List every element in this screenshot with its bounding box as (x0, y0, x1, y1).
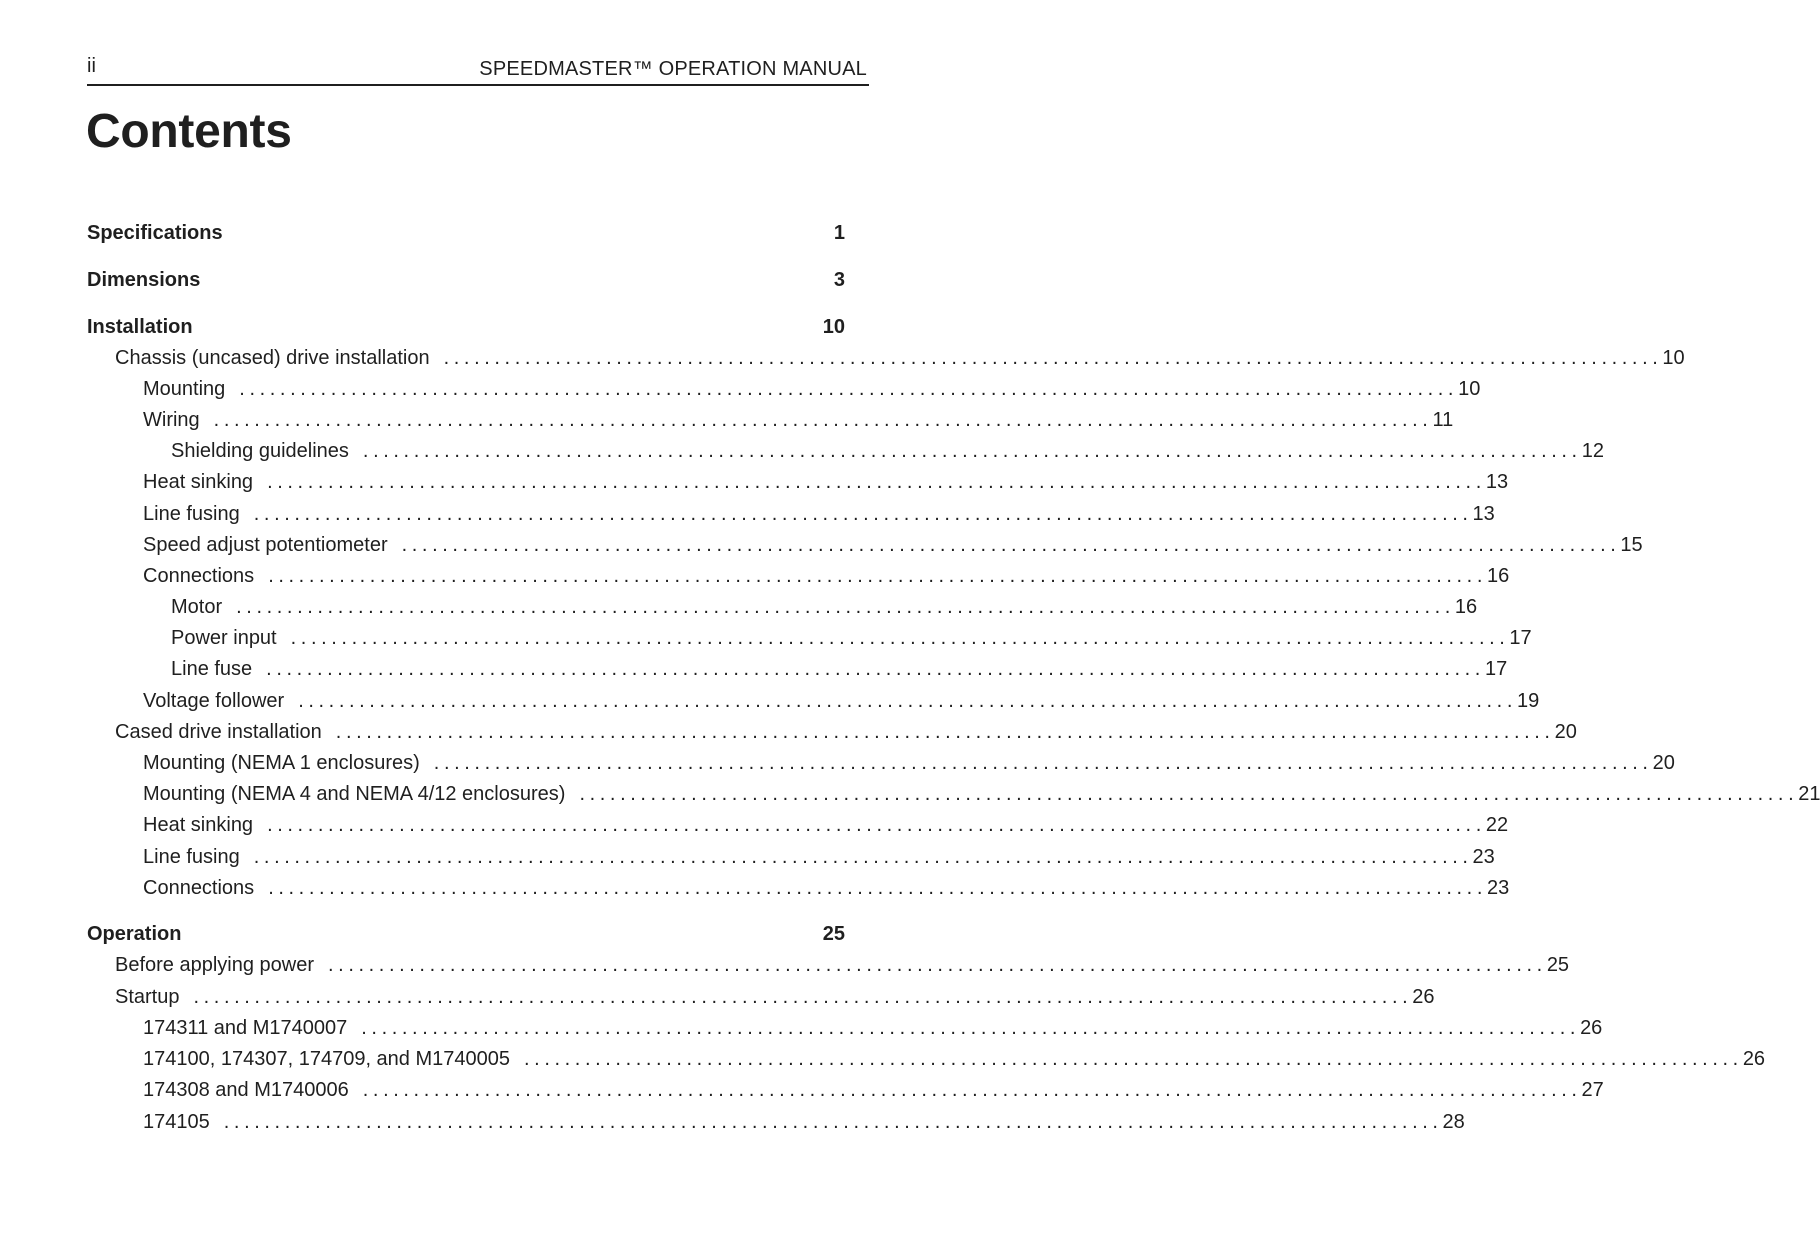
toc-entry[interactable] (171, 440, 1604, 468)
toc-entry[interactable] (143, 534, 1643, 562)
toc-entry-label: 174308 and M1740006 (143, 1079, 349, 1101)
dot-leader: ........................................................................................................................ (267, 814, 1486, 836)
toc-entry-page: 15 (1620, 534, 1643, 556)
toc-entry-page: 10 (822, 316, 845, 338)
toc-entry-label: Line fuse (171, 658, 253, 680)
toc-entry-page: 17 (1484, 658, 1508, 680)
dot-leader: ........................................................................................................................ (267, 471, 1486, 493)
dot-leader: ........................................................................................................................ (223, 1111, 1443, 1133)
toc-entry-page: 25 (1546, 954, 1570, 976)
toc-entry-page: 17 (1509, 627, 1532, 649)
toc-entry[interactable] (143, 877, 1510, 905)
dot-leader: ........................................................................................................................ (253, 503, 1473, 525)
toc-entry-label: Before applying power (115, 954, 315, 976)
toc-entry-label: Dimensions (87, 269, 201, 291)
toc-entry[interactable] (143, 409, 1454, 437)
dot-leader: ........................................................................................................................ (362, 440, 1582, 462)
toc-entry-page: 23 (1486, 877, 1510, 899)
toc-entry[interactable] (115, 347, 1685, 375)
toc-entry-label: Heat sinking (143, 814, 254, 836)
toc-entry-page: 3 (833, 269, 845, 291)
toc-entry-label: Voltage follower (143, 690, 285, 712)
toc-entry-page: 13 (1472, 503, 1495, 525)
toc-entry[interactable] (143, 814, 1509, 842)
page-number: ii (87, 55, 96, 77)
toc-entry[interactable] (87, 269, 845, 297)
dot-leader: ........................................................................................................................ (239, 378, 1459, 400)
toc-entry[interactable] (171, 658, 1508, 686)
toc-entry-page: 28 (1442, 1111, 1465, 1133)
toc-entry-label: Cased drive installation (115, 721, 322, 743)
toc-entry[interactable] (143, 846, 1495, 874)
toc-entry-page: 20 (1652, 752, 1675, 774)
dot-leader: ........................................................................................................................ (213, 409, 1433, 431)
toc-entry[interactable] (87, 222, 845, 250)
toc-entry-page: 13 (1485, 471, 1509, 493)
toc-entry[interactable] (143, 378, 1481, 406)
toc-entry-label: Specifications (87, 222, 223, 244)
toc-entry-page: 11 (1432, 409, 1454, 431)
toc-entry-label: Mounting (NEMA 1 enclosures) (143, 752, 420, 774)
toc-entry[interactable] (143, 1017, 1603, 1045)
dot-leader: ........................................................................................................................ (236, 596, 1455, 618)
toc-entry[interactable] (143, 1111, 1465, 1139)
dot-leader: ........................................................................................................................ (443, 347, 1663, 369)
toc-entry-label: Connections (143, 877, 255, 899)
running-title: SPEEDMASTER™ OPERATION MANUAL (479, 58, 867, 80)
toc-entry[interactable] (143, 1048, 1766, 1076)
toc-entry-label: Power input (171, 627, 277, 649)
toc-entry[interactable] (171, 596, 1478, 624)
toc-entry-label: Shielding guidelines (171, 440, 349, 462)
dot-leader: ........................................................................................................................ (268, 565, 1487, 587)
dot-leader: ........................................................................................................................ (253, 846, 1473, 868)
toc-entry-page: 10 (1458, 378, 1481, 400)
toc-entry-label: Heat sinking (143, 471, 254, 493)
toc-entry[interactable] (87, 316, 845, 344)
toc-entry-label: Line fusing (143, 503, 240, 525)
dot-leader: ........................................................................................................................ (361, 1017, 1581, 1039)
toc-entry[interactable] (115, 986, 1435, 1014)
dot-leader: ........................................................................................................................ (298, 690, 1517, 712)
toc-entry-label: Mounting (143, 378, 226, 400)
dot-leader: ........................................................................................................................ (268, 877, 1487, 899)
toc-entry-label: Speed adjust potentiometer (143, 534, 388, 556)
dot-leader: ........................................................................................................................ (193, 986, 1413, 1008)
toc-entry-page: 23 (1472, 846, 1495, 868)
toc-entry-page: 26 (1742, 1048, 1766, 1070)
toc-entry[interactable] (143, 752, 1675, 780)
toc-entry-page: 16 (1454, 596, 1478, 618)
dot-leader: ........................................................................................................................ (579, 783, 1799, 805)
toc-entry-label: Line fusing (143, 846, 240, 868)
toc-entry-page: 10 (1662, 347, 1685, 369)
toc-entry-page: 19 (1517, 690, 1540, 712)
dot-leader: ........................................................................................................................ (401, 534, 1621, 556)
toc-entry-label: Motor (171, 596, 223, 618)
toc-entry[interactable] (143, 565, 1510, 593)
toc-entry[interactable] (143, 783, 1820, 811)
toc-entry-page: 1 (833, 222, 845, 244)
toc-entry-page: 22 (1485, 814, 1509, 836)
dot-leader: ........................................................................................................................ (328, 954, 1547, 976)
dot-leader: ........................................................................................................................ (290, 627, 1510, 649)
toc-entry-page: 20 (1554, 721, 1577, 743)
toc-entry-page: 26 (1412, 986, 1435, 1008)
toc-entry-page: 26 (1580, 1017, 1603, 1039)
toc-entry-label: 174311 and M1740007 (143, 1017, 348, 1039)
toc-entry[interactable] (87, 923, 845, 951)
dot-leader: ........................................................................................................................ (524, 1048, 1743, 1070)
toc-entry-label: Installation (87, 316, 193, 338)
toc-entry-label: Startup (115, 986, 180, 1008)
toc-entry-page: 27 (1581, 1079, 1604, 1101)
toc-entry-page: 21 (1798, 783, 1820, 805)
toc-entry-page: 16 (1486, 565, 1510, 587)
dot-leader: ........................................................................................................................ (433, 752, 1653, 774)
toc-entry-label: 174100, 174307, 174709, and M1740005 (143, 1048, 511, 1070)
toc-entry-label: Mounting (NEMA 4 and NEMA 4/12 enclosures) (143, 783, 566, 805)
toc-entry-label: 174105 (143, 1111, 210, 1133)
toc-entry[interactable] (115, 721, 1577, 749)
dot-leader: ........................................................................................................................ (335, 721, 1555, 743)
toc-entry-label: Operation (87, 923, 182, 945)
toc-entry-label: Chassis (uncased) drive installation (115, 347, 430, 369)
toc-entry[interactable] (115, 954, 1570, 982)
toc-entry-page: 12 (1581, 440, 1604, 462)
toc-entry[interactable] (143, 1079, 1604, 1107)
toc-entry[interactable] (171, 627, 1532, 655)
toc-entry[interactable] (143, 503, 1495, 531)
toc-entry[interactable] (143, 471, 1509, 499)
dot-leader: ........................................................................................................................ (266, 658, 1485, 680)
toc-entry-page: 25 (822, 923, 845, 945)
toc-entry[interactable] (143, 690, 1540, 718)
dot-leader: ........................................................................................................................ (362, 1079, 1582, 1101)
page-title: Contents (86, 105, 292, 158)
toc-entry-label: Connections (143, 565, 255, 587)
toc-entry-label: Wiring (143, 409, 200, 431)
